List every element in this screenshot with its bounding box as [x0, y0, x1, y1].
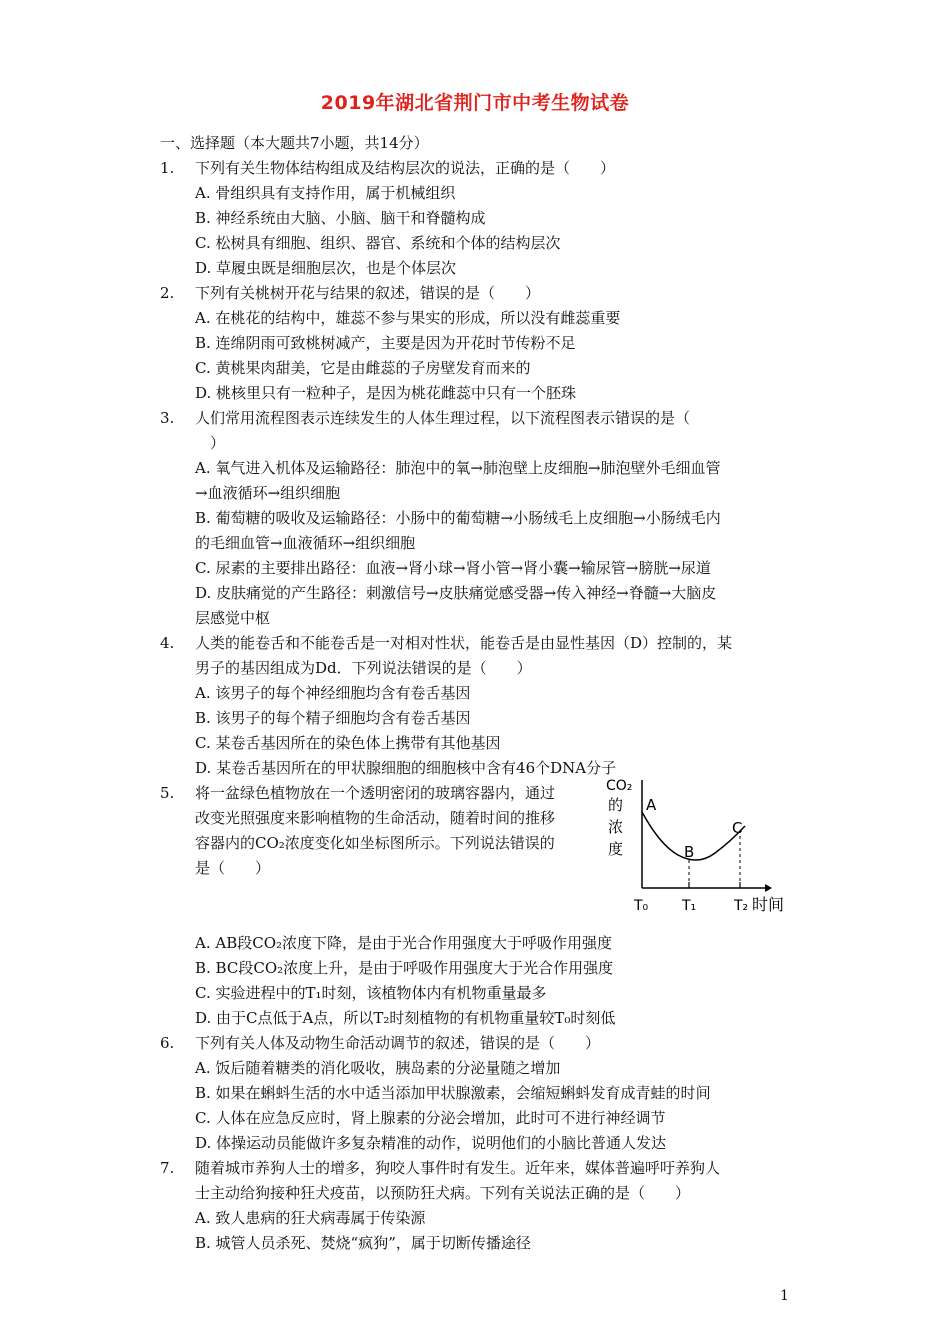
tick-t1: T₁ [682, 898, 697, 914]
question-number: 7. [160, 1159, 175, 1177]
question-stem-line: 改变光照强度来影响植物的生命活动，随着时间的推移 [195, 809, 556, 827]
x-axis-label: 时间 [752, 895, 785, 914]
answer-option: C. 某卷舌基因所在的染色体上携带有其他基因 [195, 734, 501, 752]
question-number: 5. [160, 784, 175, 802]
answer-option: A. AB段CO₂浓度下降，是由于光合作用强度大于呼吸作用强度 [195, 934, 613, 952]
question-stem-line: 随着城市养狗人士的增多，狗咬人事件时有发生。近年来，媒体普遍呼吁养狗人 [195, 1159, 721, 1177]
answer-option: D. 皮肤痛觉的产生路径：刺激信号→皮肤痛觉感受器→传入神经→脊髓→大脑皮 [195, 584, 717, 602]
question-stem-line: 下列有关生物体结构组成及结构层次的说法，正确的是（ ） [195, 159, 616, 177]
y-label-2: 的 [608, 796, 624, 814]
question-stem-line: 男子的基因组成为Dd．下列说法错误的是（ ） [195, 659, 532, 677]
answer-option: B. 如果在蝌蚪生活的水中适当添加甲状腺激素，会缩短蝌蚪发育成青蛙的时间 [195, 1084, 711, 1102]
answer-option: A. 骨组织具有支持作用，属于机械组织 [195, 184, 456, 202]
answer-option: D. 草履虫既是细胞层次，也是个体层次 [195, 259, 457, 277]
answer-option: B. 连绵阴雨可致桃树减产，主要是因为开花时节传粉不足 [195, 334, 576, 352]
answer-option: C. 松树具有细胞、组织、器官、系统和个体的结构层次 [195, 234, 561, 252]
y-label-1: CO₂ [606, 778, 633, 794]
point-a-label: A [646, 796, 657, 814]
answer-option: A. 在桃花的结构中，雄蕊不参与果实的形成，所以没有雌蕊重要 [195, 309, 621, 327]
point-b-label: B [684, 843, 695, 861]
answer-option: A. 饭后随着糖类的消化吸收，胰岛素的分泌量随之增加 [195, 1059, 561, 1077]
tick-t2: T₂ [734, 898, 749, 914]
question-stem-line: ） [210, 434, 226, 452]
question-stem-line: 将一盆绿色植物放在一个透明密闭的玻璃容器内，通过 [195, 784, 556, 802]
answer-option: A. 氧气进入机体及运输路径：肺泡中的氧→肺泡壁上皮细胞→肺泡壁外毛细血管 [195, 459, 721, 477]
answer-option: C. 黄桃果肉甜美，它是由雌蕊的子房壁发育而来的 [195, 359, 531, 377]
answer-option: B. 该男子的每个精子细胞均含有卷舌基因 [195, 709, 471, 727]
question-stem-line: 容器内的CO₂浓度变化如坐标图所示。下列说法错误的 [195, 834, 555, 852]
tick-t0: T₀ [634, 898, 649, 914]
question-stem-line: 下列有关桃树开花与结果的叙述，错误的是（ ） [195, 284, 541, 302]
answer-option: B. 葡萄糖的吸收及运输路径：小肠中的葡萄糖→小肠绒毛上皮细胞→小肠绒毛内 [195, 509, 721, 527]
co2-concentration-graph [600, 770, 795, 915]
question-stem-line: 下列有关人体及动物生命活动调节的叙述，错误的是（ ） [195, 1034, 601, 1052]
answer-option: C. 人体在应急反应时，肾上腺素的分泌会增加，此时可不进行神经调节 [195, 1109, 666, 1127]
answer-option: D. 某卷舌基因所在的甲状腺细胞的细胞核中含有46个DNA分子 [195, 759, 617, 777]
answer-option: 的毛细血管→血液循环→组织细胞 [195, 534, 416, 552]
answer-option: D. 由于C点低于A点，所以T₂时刻植物的有机物重量较T₀时刻低 [195, 1009, 616, 1027]
answer-option: D. 桃核里只有一粒种子，是因为桃花雌蕊中只有一个胚珠 [195, 384, 577, 402]
question-stem-line: 是（ ） [195, 859, 271, 877]
question-number: 6. [160, 1034, 175, 1052]
question-number: 1. [160, 159, 175, 177]
question-number: 2. [160, 284, 175, 302]
answer-option: 层感觉中枢 [195, 609, 271, 627]
question-stem-line: 人们常用流程图表示连续发生的人体生理过程，以下流程图表示错误的是（ [195, 409, 691, 427]
point-c-label: C [732, 819, 743, 837]
answer-option: →血液循环→组织细胞 [195, 484, 341, 502]
question-stem-line: 士主动给狗接种狂犬疫苗，以预防狂犬病。下列有关说法正确的是（ ） [195, 1184, 691, 1202]
answer-option: C. 实验进程中的T₁时刻，该植物体内有机物重量最多 [195, 984, 547, 1002]
answer-option: D. 体操运动员能做许多复杂精准的动作，说明他们的小脑比普通人发达 [195, 1134, 667, 1152]
question-number: 3. [160, 409, 175, 427]
answer-option: B. 城管人员杀死、焚烧“疯狗”，属于切断传播途径 [195, 1234, 531, 1252]
question-number: 4. [160, 634, 175, 652]
answer-option: A. 该男子的每个神经细胞均含有卷舌基因 [195, 684, 471, 702]
x-axis-arrow [765, 884, 772, 892]
page-title: 2019年湖北省荆门市中考生物试卷 [320, 92, 630, 114]
answer-option: B. 神经系统由大脑、小脑、脑干和脊髓构成 [195, 209, 486, 227]
answer-option: A. 致人患病的狂犬病毒属于传染源 [195, 1209, 426, 1227]
answer-option: C. 尿素的主要排出路径：血液→肾小球→肾小管→肾小囊→输尿管→膀胱→尿道 [195, 559, 711, 577]
answer-option: B. BC段CO₂浓度上升，是由于呼吸作用强度大于光合作用强度 [195, 959, 614, 977]
page-number: 1 [780, 1288, 789, 1304]
section-heading: 一、选择题（本大题共7小题，共14分） [160, 134, 429, 152]
y-label-3: 浓 [608, 818, 624, 836]
question-stem-line: 人类的能卷舌和不能卷舌是一对相对性状，能卷舌是由显性基因（D）控制的，某 [195, 634, 733, 652]
y-label-4: 度 [608, 840, 624, 858]
